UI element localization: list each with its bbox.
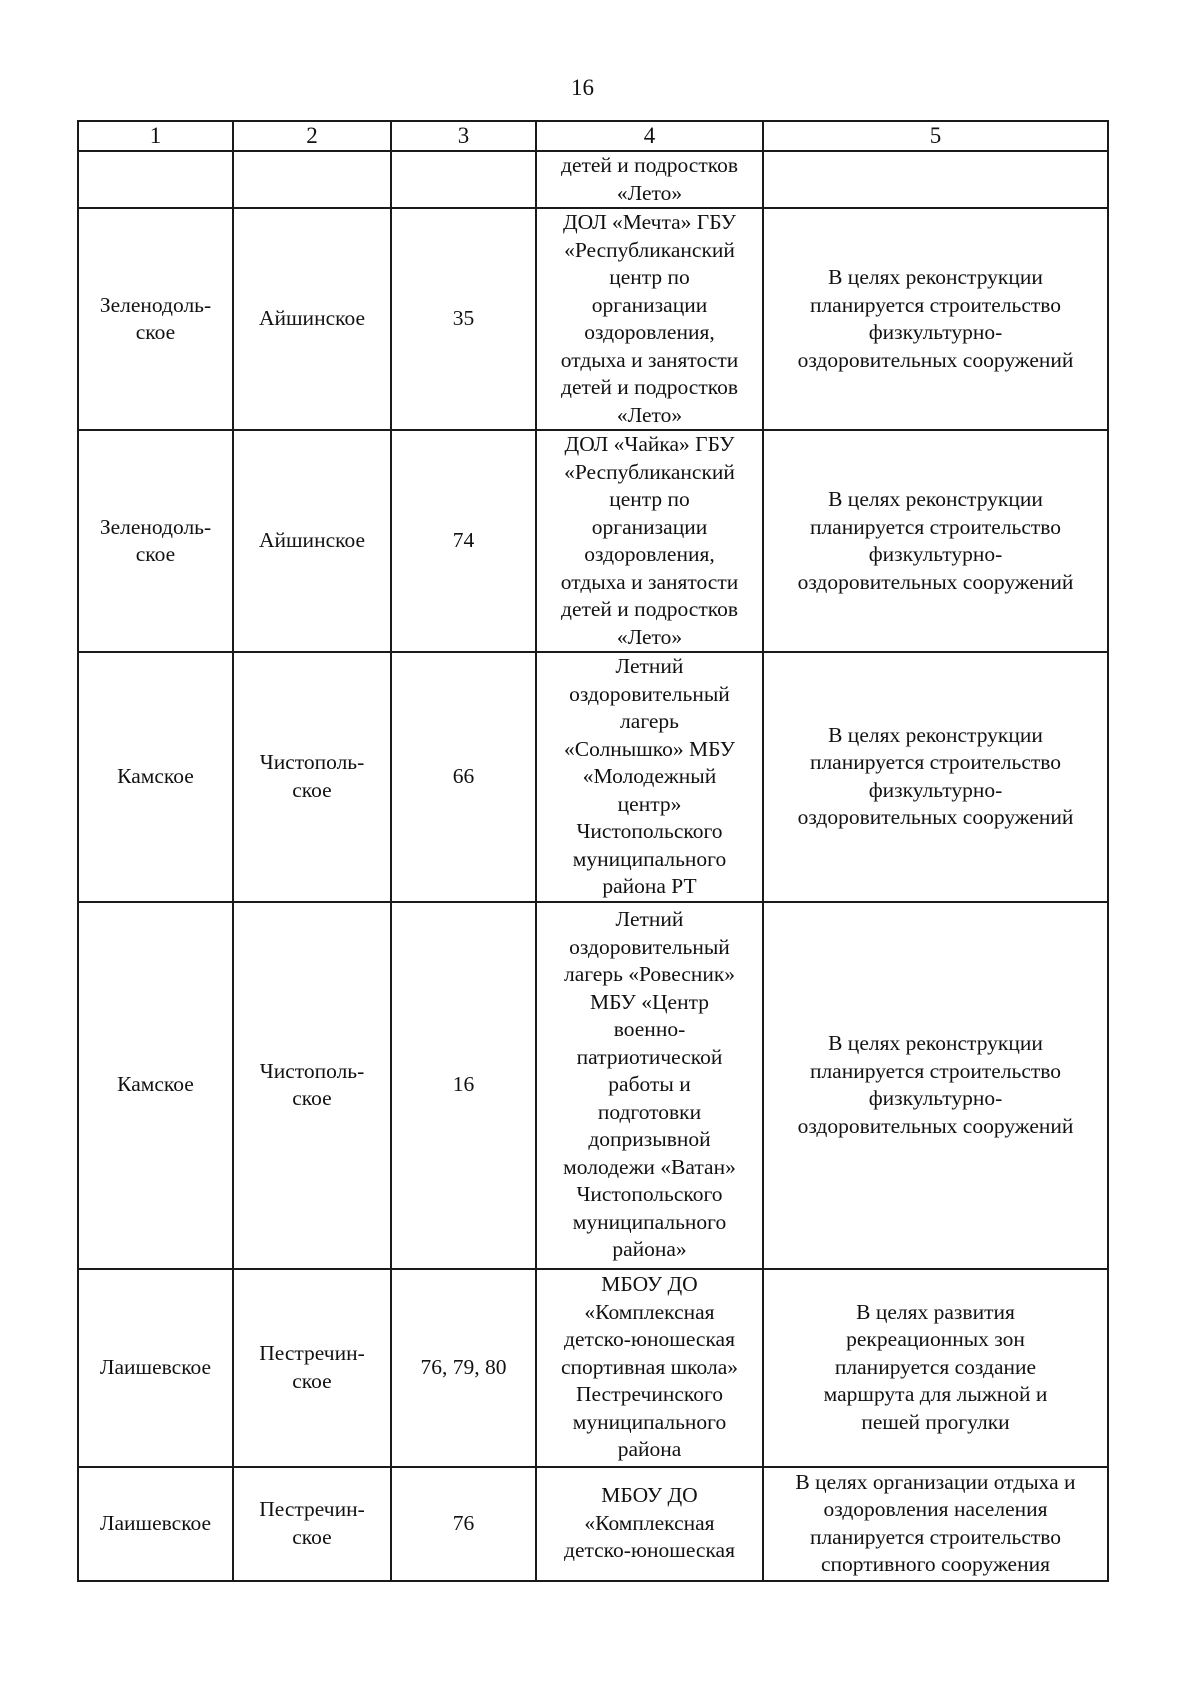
page-number: 16 <box>571 75 594 100</box>
column-header-3: 3 <box>391 121 536 151</box>
column-header-4: 4 <box>536 121 763 151</box>
cell-object: МБОУ ДО «Комплексная детско-юношеская спортивная школа» Пестречинского муниципального района <box>536 1269 763 1467</box>
cell-settlement: Пестречин- ское <box>233 1467 391 1581</box>
header-row <box>78 121 1108 151</box>
cell-settlement: Айшинское <box>233 208 391 430</box>
cell-object: Летний оздоровительный лагерь «Солнышко» МБУ «Молодежный центр» Чистопольского муниципального района РТ <box>536 652 763 902</box>
cell-district: Лаишевское <box>78 1467 233 1581</box>
cell-object: Летний оздоровительный лагерь «Ровесник» МБУ «Центр военно- патриотической работы и подготовки допризывной молодежи «Ватан» Чистопольского муниципального района» <box>536 902 763 1269</box>
cell-settlement: Чистополь- ское <box>233 652 391 902</box>
cell-object: ДОЛ «Мечта» ГБУ «Республиканский центр по организации оздоровления, отдыха и занятости детей и подростков «Лето» <box>536 208 763 430</box>
cell-district: Лаишевское <box>78 1269 233 1467</box>
table-row <box>78 902 1108 1269</box>
table-row <box>78 1467 1108 1581</box>
plan-table <box>77 120 1109 1582</box>
cell-settlement: Айшинское <box>233 430 391 652</box>
cell-number: 66 <box>391 652 536 902</box>
cell-district: Камское <box>78 902 233 1269</box>
cell-number: 35 <box>391 208 536 430</box>
cell-settlement <box>233 151 391 208</box>
cell-number: 76, 79, 80 <box>391 1269 536 1467</box>
cell-measure: В целях реконструкции планируется строительство физкультурно- оздоровительных сооружений <box>763 208 1108 430</box>
cell-measure: В целях реконструкции планируется строительство физкультурно- оздоровительных сооружений <box>763 902 1108 1269</box>
table-row <box>78 151 1108 208</box>
cell-settlement: Чистополь- ское <box>233 902 391 1269</box>
cell-number <box>391 151 536 208</box>
cell-object: детей и подростков «Лето» <box>536 151 763 208</box>
table-row <box>78 430 1108 652</box>
column-header-5: 5 <box>763 121 1108 151</box>
cell-district: Камское <box>78 652 233 902</box>
column-header-1: 1 <box>78 121 233 151</box>
table-row <box>78 1269 1108 1467</box>
cell-measure <box>763 151 1108 208</box>
cell-district: Зеленодоль- ское <box>78 430 233 652</box>
table-row <box>78 652 1108 902</box>
cell-measure: В целях реконструкции планируется строительство физкультурно- оздоровительных сооружений <box>763 430 1108 652</box>
column-header-2: 2 <box>233 121 391 151</box>
cell-object: МБОУ ДО «Комплексная детско-юношеская <box>536 1467 763 1581</box>
cell-measure: В целях организации отдыха и оздоровления населения планируется строительство спортивного сооружения <box>763 1467 1108 1581</box>
cell-number: 16 <box>391 902 536 1269</box>
cell-settlement: Пестречин- ское <box>233 1269 391 1467</box>
cell-district: Зеленодоль- ское <box>78 208 233 430</box>
cell-number: 76 <box>391 1467 536 1581</box>
cell-measure: В целях реконструкции планируется строительство физкультурно- оздоровительных сооружений <box>763 652 1108 902</box>
cell-district <box>78 151 233 208</box>
table-row <box>78 208 1108 430</box>
cell-object: ДОЛ «Чайка» ГБУ «Республиканский центр по организации оздоровления, отдыха и занятости детей и подростков «Лето» <box>536 430 763 652</box>
cell-measure: В целях развития рекреационных зон планируется создание маршрута для лыжной и пешей прогулки <box>763 1269 1108 1467</box>
cell-number: 74 <box>391 430 536 652</box>
